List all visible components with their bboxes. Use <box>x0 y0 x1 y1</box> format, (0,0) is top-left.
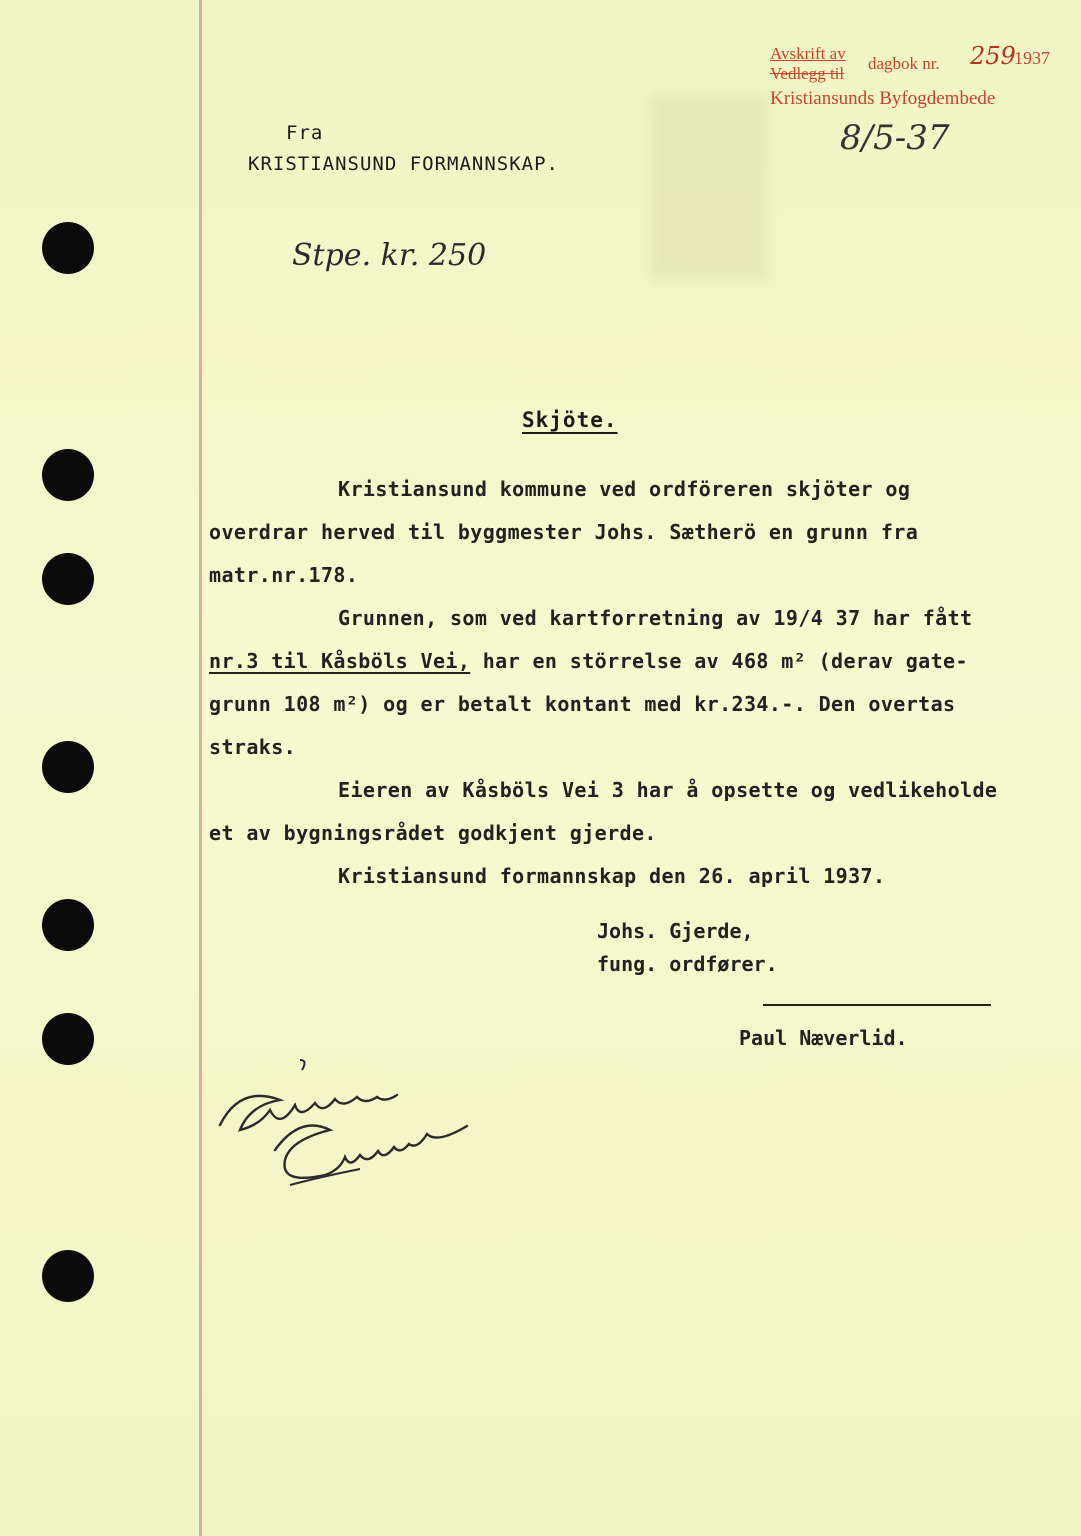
body-line: matr.nr.178. <box>209 563 359 587</box>
second-signatory: Paul Næverlid. <box>739 1026 908 1050</box>
handwritten-signature <box>200 1055 500 1205</box>
stamp-journal-number: 259 <box>970 42 1016 70</box>
body-line: Kristiansund formannskap den 26. april 1937. <box>338 864 886 888</box>
signatory-role: fung. ordfører. <box>597 952 778 976</box>
punch-hole-2 <box>42 449 94 501</box>
stamp-year: 1937 <box>1014 48 1050 68</box>
body-line: grunn 108 m²) og er betalt kontant med kr.234.-. Den overtas <box>209 692 956 716</box>
handwritten-date: 8/5-37 <box>840 118 950 158</box>
body-line: et av bygningsrådet godkjent gjerde. <box>209 821 657 845</box>
punch-hole-3 <box>42 553 94 605</box>
body-line: straks. <box>209 735 297 759</box>
punch-hole-5 <box>42 899 94 951</box>
signatory-name: Johs. Gjerde, <box>597 919 754 943</box>
punch-hole-1 <box>42 222 94 274</box>
signatory-block <box>597 915 778 981</box>
signature-line <box>763 1004 991 1006</box>
sender-block <box>248 118 559 180</box>
stamp-dagbok-label: dagbok nr. <box>868 54 940 73</box>
document-body <box>209 468 1029 898</box>
body-line: Kristiansund kommune ved ordföreren skjöter og <box>338 477 911 501</box>
address-underlined: nr.3 til Kåsböls Vei, <box>209 649 471 673</box>
body-line: overdrar herved til byggmester Johs. Sætherö en grunn fra <box>209 520 919 544</box>
document-title: Skjöte. <box>522 408 618 432</box>
paper-stain <box>650 95 768 280</box>
stamp-vedlegg: Vedlegg til <box>770 64 845 83</box>
punch-hole-7 <box>42 1250 94 1302</box>
registry-stamp <box>770 44 1070 114</box>
body-line: Eieren av Kåsböls Vei 3 har å opsette og vedlikeholde <box>338 778 998 802</box>
sender-fra: Fra <box>286 122 324 144</box>
body-line-rest: har en störrelse av 468 m² (derav gate- <box>470 649 968 673</box>
stamp-office: Kristiansunds Byfogdembede <box>770 88 996 109</box>
sender-name: KRISTIANSUND FORMANNSKAP. <box>248 153 559 175</box>
punch-hole-4 <box>42 741 94 793</box>
margin-rule <box>199 0 202 1536</box>
handwritten-reference: Stpe. kr. 250 <box>292 238 487 273</box>
body-line: Grunnen, som ved kartforretning av 19/4 37 har fått <box>338 606 973 630</box>
stamp-avskrift: Avskrift av <box>770 44 846 63</box>
body-line <box>209 640 1029 683</box>
punch-hole-6 <box>42 1013 94 1065</box>
